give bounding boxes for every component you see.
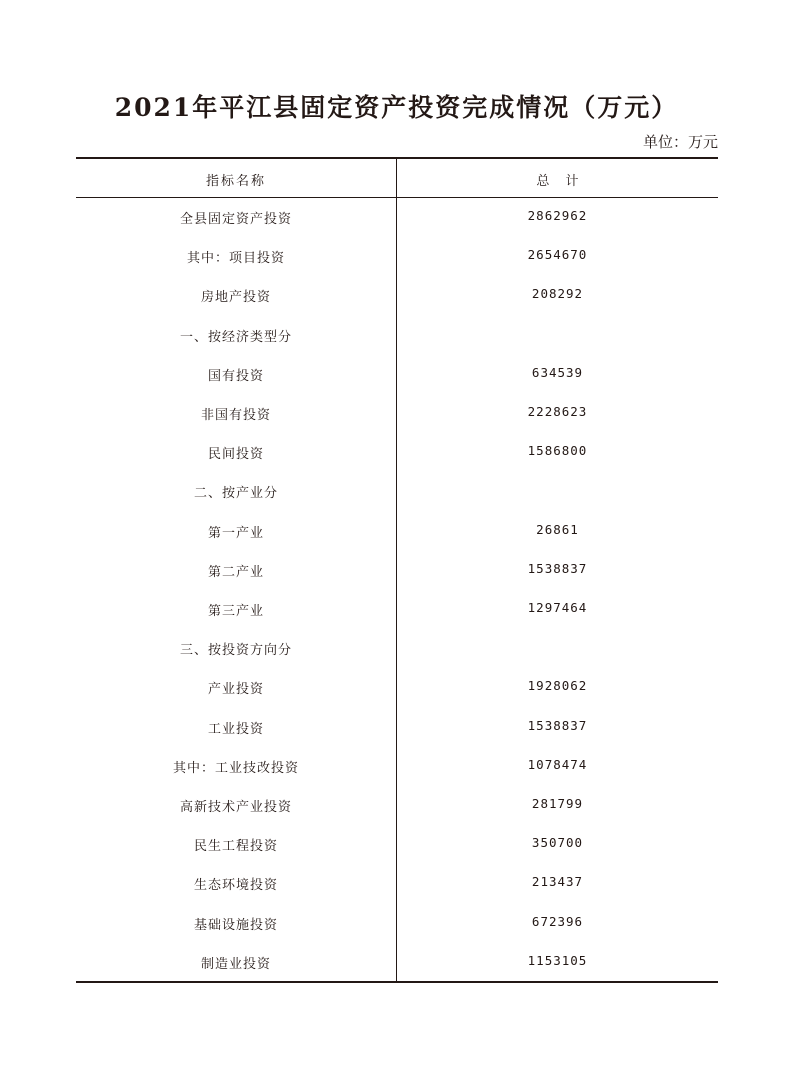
- row-indicator-name: 房地产投资: [200, 290, 271, 306]
- row-indicator-name: 其中：项目投资: [186, 251, 285, 267]
- table-header: [76, 159, 718, 197]
- row-total-value: 1538837: [527, 717, 588, 733]
- table-row: [76, 394, 718, 433]
- row-total-value: 350700: [531, 835, 584, 851]
- row-total-value: 634539: [531, 364, 584, 380]
- row-total-value: 1586800: [527, 443, 588, 459]
- table-row: [76, 904, 718, 943]
- unit-label: 单位：万元: [642, 133, 718, 151]
- row-indicator-name: 高新技术产业投资: [179, 800, 292, 815]
- row-total-value: 1153105: [527, 952, 588, 968]
- row-total-value: 2654670: [527, 247, 588, 263]
- table-row: [76, 786, 718, 825]
- table-row: [76, 708, 718, 747]
- row-indicator-name: 其中：工业技改投资: [172, 760, 299, 776]
- table-row: [76, 276, 718, 315]
- row-total-value: 208292: [531, 286, 584, 302]
- table-row: [76, 629, 718, 668]
- row-total-value: 1297464: [527, 600, 588, 615]
- row-indicator-name: 制造业投资: [200, 956, 271, 972]
- row-total-value: 1538837: [527, 560, 588, 576]
- row-total-value: 213437: [531, 874, 584, 890]
- table-row: [76, 433, 718, 472]
- row-indicator-name: 第三产业: [207, 604, 264, 619]
- table-row: [76, 472, 718, 511]
- row-total-value: 1078474: [527, 756, 588, 772]
- row-indicator-name: 全县固定资产投资: [179, 212, 292, 227]
- header-indicator-name: 指标名称: [205, 174, 266, 189]
- table-row: [76, 198, 718, 237]
- row-total-value: 281799: [531, 796, 584, 811]
- header-total: 总 计: [536, 174, 579, 189]
- table-row: [76, 512, 718, 551]
- row-total-value: 672396: [531, 913, 584, 929]
- row-indicator-name: 第二产业: [207, 564, 264, 580]
- row-total-value: 1928062: [527, 678, 588, 694]
- row-indicator-name: 民生工程投资: [193, 839, 278, 855]
- row-indicator-name: 一、按经济类型分: [179, 329, 292, 345]
- row-indicator-name: 基础设施投资: [193, 917, 278, 933]
- table-bottom-rule: [76, 981, 718, 983]
- row-total-value: 2228623: [527, 404, 588, 419]
- row-indicator-name: 三、按投资方向分: [179, 643, 292, 659]
- row-indicator-name: 民间投资: [207, 447, 264, 463]
- row-total-value: 2862962: [527, 208, 588, 223]
- table-row: [76, 943, 718, 982]
- row-indicator-name: 生态环境投资: [193, 878, 278, 894]
- page-title: 2021年平江县固定资产投资完成情况（万元）: [114, 93, 679, 122]
- table-row: [76, 590, 718, 629]
- table-row: [76, 747, 718, 786]
- table-row: [76, 355, 718, 394]
- table-row: [76, 825, 718, 864]
- row-indicator-name: 非国有投资: [200, 408, 271, 423]
- row-indicator-name: 二、按产业分: [193, 486, 278, 502]
- row-indicator-name: 工业投资: [207, 721, 264, 737]
- row-total-value: 26861: [536, 521, 579, 537]
- table-row: [76, 551, 718, 590]
- table-row: [76, 316, 718, 355]
- investment-table: [76, 157, 718, 983]
- table-row: [76, 864, 718, 903]
- table-row: [76, 668, 718, 707]
- row-indicator-name: 国有投资: [207, 368, 264, 384]
- row-indicator-name: 第一产业: [207, 525, 264, 541]
- table-row: [76, 237, 718, 276]
- row-indicator-name: 产业投资: [207, 682, 264, 698]
